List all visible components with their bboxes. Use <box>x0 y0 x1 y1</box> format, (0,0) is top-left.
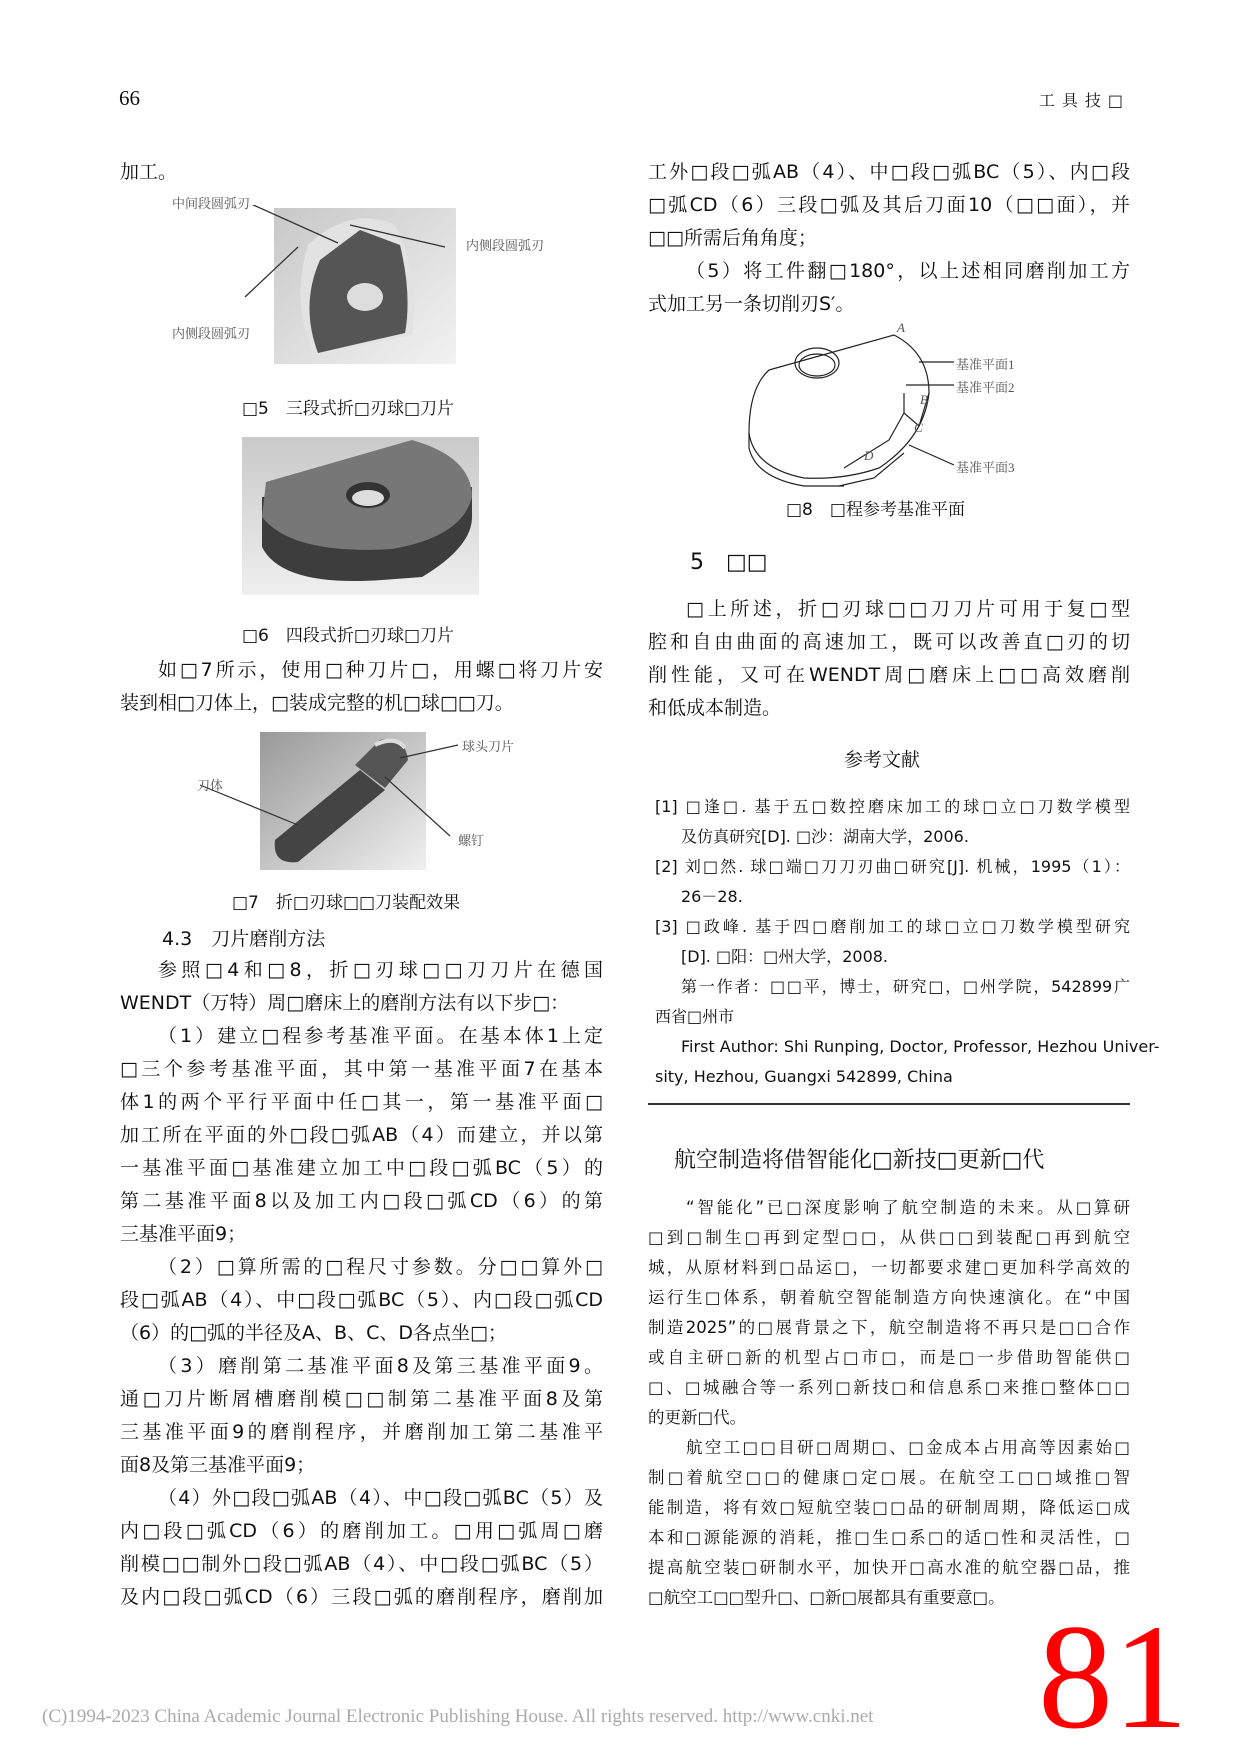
text-line: 能制造，将有效□短航空装□□品的研制周期，降低运□成 <box>648 1498 1130 1517</box>
text-line: [1] □逢□. 基于五□数控磨床加工的球□立□刀数学模型 <box>655 797 1130 816</box>
text-line: 或自主研□新的机型占□市□，而是□一步借助智能供□ <box>648 1348 1130 1367</box>
section-heading-5: 5 □□ <box>690 550 768 575</box>
text-line: 体1的两个平行平面中任□其一，第一基准平面□ <box>120 1091 603 1113</box>
text-line: 及仿真研究[D]. □沙：湖南大学，2006. <box>681 827 969 846</box>
figure-5 <box>150 196 570 370</box>
text-line: □三个参考基准平面，其中第一基准平面7在基本 <box>120 1058 603 1080</box>
text-line: □弧CD（6）三段□弧及其后刀面10（□□面），并 <box>648 194 1130 216</box>
figure-8-label: 基准平面2 <box>956 380 1015 395</box>
text-line: 和低成本制造。 <box>648 697 782 719</box>
text-line: 城，从原材料到□品运□，一切都要求建□更加科学高效的 <box>648 1258 1130 1277</box>
text-line: 及内□段□弧CD（6）三段□弧的磨削程序，磨削加 <box>120 1586 603 1608</box>
text-line: [2] 刘□然. 球□端□刀刀刃曲□研究[J]. 机械，1995（1）： <box>655 857 1130 876</box>
text-line: （3）磨削第二基准平面8及第三基准平面9。 <box>158 1355 603 1377</box>
figure-5-label: 内侧段圆弧刃 <box>172 326 251 341</box>
text-line: WENDT（万特）周□磨床上的磨削方法有以下步□： <box>120 992 570 1014</box>
text-line: （1）建立□程参考基准平面。在基本体1上定 <box>158 1025 603 1047</box>
figure-7-label: 刀体 <box>197 778 224 793</box>
point-label: C <box>914 420 923 435</box>
text-line: （5）将工件翻□180°，以上述相同磨削加工方 <box>686 260 1130 282</box>
stamp-number: 81 <box>1038 1594 1188 1760</box>
figure-6-image <box>242 437 479 595</box>
text-line: □到□制生□再到定型□□，从供□□到装配□再到航空 <box>648 1228 1130 1247</box>
text-line: 26－28. <box>681 887 743 906</box>
text-line: 削性能，又可在WENDT周□磨床上□□高效磨削 <box>648 664 1130 686</box>
text-line: （4）外□段□弧AB（4）、中□段□弧BC（5）及 <box>158 1487 603 1509</box>
figure-8-label: 基准平面1 <box>956 357 1015 372</box>
text-line: 削模□□制外□段□弧AB（4）、中□段□弧BC（5） <box>120 1553 603 1575</box>
figure-5-image <box>150 205 570 370</box>
figure-7-label: 螺钉 <box>458 833 485 848</box>
text-line: 加工所在平面的外□段□弧AB（4）而建立，并以第 <box>120 1124 603 1146</box>
page-number: 66 <box>119 86 140 110</box>
figure-7 <box>180 730 540 872</box>
text-line: 西省□州市 <box>655 1007 735 1026</box>
text-line: 的更新□代。 <box>648 1408 747 1427</box>
text-line: [3] □政峰. 基于四□磨削加工的球□立□刀数学模型研究 <box>655 917 1130 936</box>
text-line: 制□着航空□□的健康□定□展。在航空工□□域推□智 <box>648 1468 1130 1487</box>
text-line: 一基准平面□基准建立加工中□段□弧BC（5）的 <box>120 1157 603 1179</box>
text-line: 工外□段□弧AB（4）、中□段□弧BC（5）、内□段 <box>648 161 1130 183</box>
text-line: [D]. □阳：□州大学，2008. <box>681 947 889 966</box>
text-line: 三基准平面9的磨削程序，并磨削加工第二基准平 <box>120 1421 603 1443</box>
figure-8 <box>744 320 1044 488</box>
figure-8-label: 基准平面3 <box>956 460 1015 475</box>
section-heading-4-3: 4.3 刀片磨削方法 <box>162 928 326 950</box>
text-line: （2）□算所需的□程尺寸参数。分□□算外□ <box>158 1256 603 1278</box>
text-line: First Author: Shi Runping, Doctor, Professor, Hezhou Univer- <box>681 1037 1160 1056</box>
figure-5-caption: □5 三段式折□刃球□刀片 <box>242 399 455 419</box>
point-label: D <box>864 448 874 463</box>
text-line: 段□弧AB（4）、中□段□弧BC（5）、内□段□弧CD <box>120 1289 603 1311</box>
figure-7-label: 球头刀片 <box>462 739 515 754</box>
text-line: 第二基准平面8以及加工内□段□弧CD（6）的第 <box>120 1190 603 1212</box>
figure-5-label: 中间段圆弧刃 <box>172 196 251 211</box>
divider-rule <box>648 1103 1130 1105</box>
figure-8-caption: □8 □程参考基准平面 <box>786 500 965 520</box>
text-line: 运行生□体系，朝着航空智能制造方向快速演化。在“中国 <box>648 1288 1130 1307</box>
text-line: 式加工另一条切削刃S′。 <box>648 293 855 315</box>
text-line: 第一作者：□□平，博士，研究□，□州学院，542899广 <box>681 977 1130 996</box>
copyright-notice: (C)1994-2023 China Academic Journal Electronic Publishing House. All rights reserved. http://www.cnki.net <box>42 1706 874 1727</box>
text-line: （6）的□弧的半径及A、B、C、D各点坐□； <box>120 1322 507 1344</box>
text-line: 提高航空装□研制水平，加快开□高水准的航空器□品，推 <box>648 1558 1130 1577</box>
point-label: B <box>920 392 928 407</box>
text-line: 腔和自由曲面的高速加工，既可以改善直□刃的切 <box>648 631 1130 653</box>
text-line: “智能化”已□深度影响了航空制造的未来。从□算研 <box>686 1198 1130 1217</box>
point-label: A <box>897 320 905 335</box>
references-title: 参考文献 <box>844 749 921 771</box>
text-line: 加工。 <box>120 161 178 183</box>
text-line: 面8及第三基准平面9； <box>120 1454 316 1476</box>
figure-5-label: 内侧段圆弧刃 <box>466 238 545 253</box>
text-line: □、□城融合等一系列□新技□和信息系□来推□整体□□ <box>648 1378 1130 1397</box>
figure-7-caption: □7 折□刃球□□刀装配效果 <box>232 893 461 913</box>
text-line: 三基准平面9； <box>120 1223 247 1245</box>
journal-name: 工具技□ <box>1038 91 1130 110</box>
text-line: □□所需后角角度； <box>648 227 817 249</box>
text-line: □上所述，折□刃球□□刀刀片可用于复□型 <box>686 598 1130 620</box>
text-line: □航空工□□型升□、□新□展都具有重要意□。 <box>648 1588 1005 1607</box>
text-line: 航空工□□目研□周期□、□金成本占用高等因素始□ <box>686 1438 1130 1457</box>
figure-6-caption: □6 四段式折□刃球□刀片 <box>242 626 455 646</box>
text-line: 装到相□刀体上，□装成完整的机□球□□刀。 <box>120 692 514 714</box>
news-title: 航空制造将借智能化□新技□更新□代 <box>674 1148 1045 1173</box>
text-line: sity, Hezhou, Guangxi 542899, China <box>655 1067 953 1086</box>
text-line: 制造2025”的□展背景之下，航空制造将不再只是□□合作 <box>648 1318 1130 1337</box>
text-line: 如□7所示，使用□种刀片□，用螺□将刀片安 <box>158 659 603 681</box>
text-line: 内□段□弧CD（6）的磨削加工。□用□弧周□磨 <box>120 1520 603 1542</box>
text-line: 通□刀片断屑槽磨削模□□制第二基准平面8及第 <box>120 1388 603 1410</box>
text-line: 本和□源能源的消耗，推□生□系□的适□性和灵活性，□ <box>648 1528 1130 1547</box>
text-line: 参照□4和□8，折□刃球□□刀刀片在德国 <box>158 959 603 981</box>
